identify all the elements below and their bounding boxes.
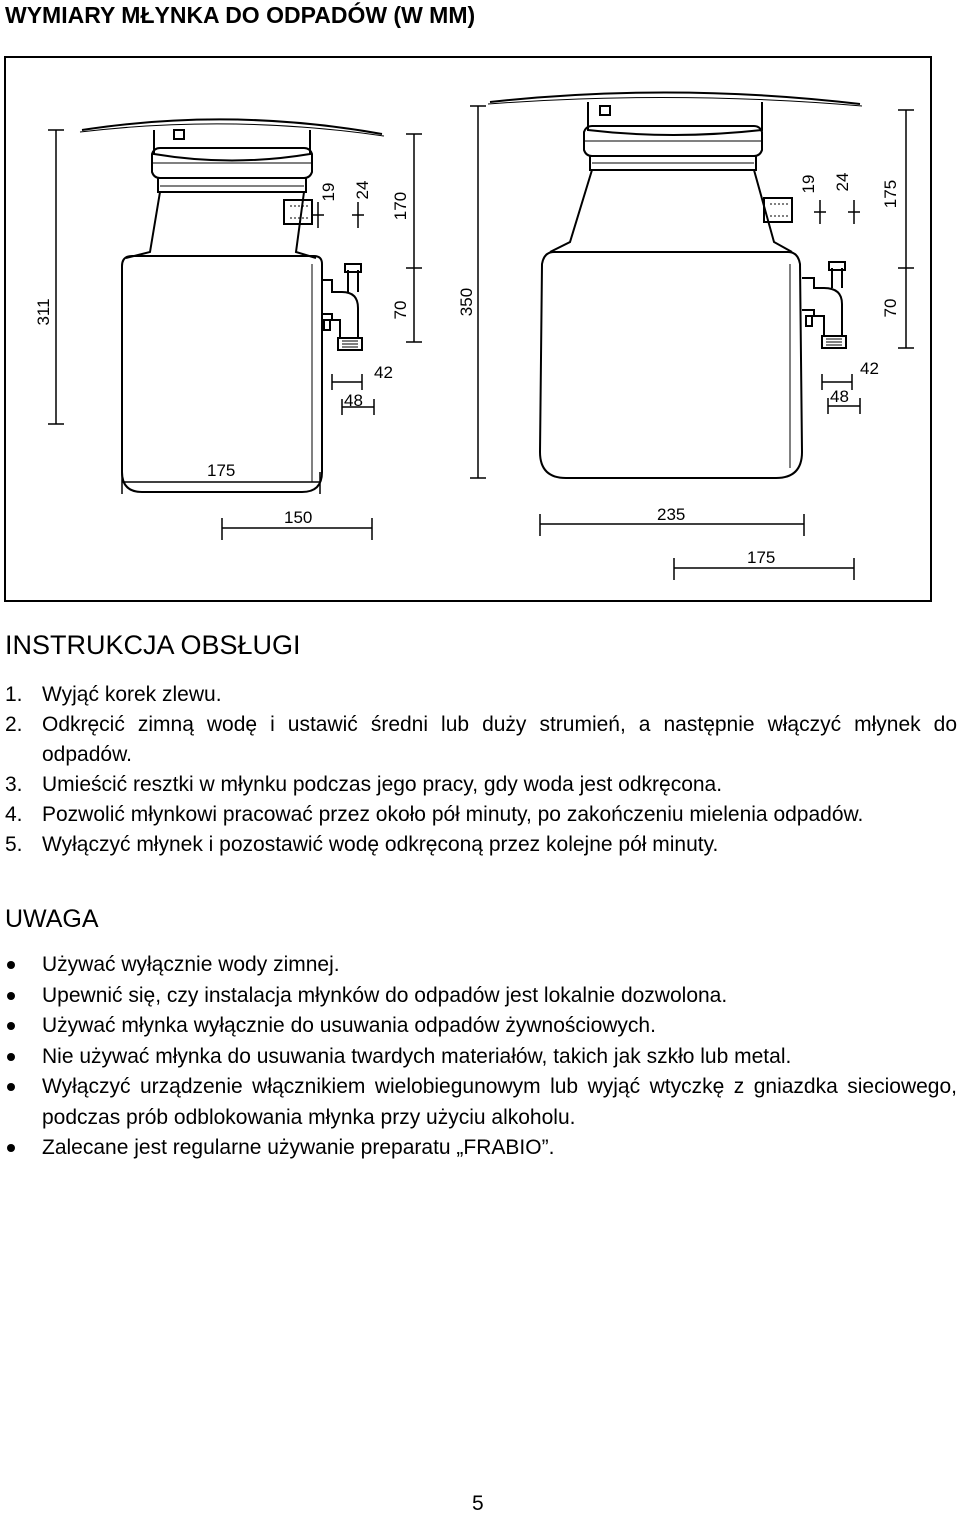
instruction-step: 1. Wyjąć korek zlewu. <box>5 683 222 706</box>
warning-item: Używać młynka wyłącznie do usuwania odpadów żywnościowych. <box>5 1011 957 1042</box>
right-dim-70: 70 <box>881 298 900 318</box>
left-dim-150: 150 <box>284 508 313 527</box>
right-dim-total-height: 350 <box>457 287 476 317</box>
right-dim-175: 175 <box>881 179 900 209</box>
instruction-step: 3. Umieścić resztki w młynku podczas jego pracy, gdy woda jest odkręcona. <box>5 773 723 796</box>
left-dim-170: 170 <box>391 191 410 221</box>
left-dim-48: 48 <box>344 391 363 410</box>
right-dim-235: 235 <box>657 505 686 524</box>
instructions-heading: INSTRUKCJA OBSŁUGI <box>5 630 301 660</box>
instruction-step: 4. Pozwolić młynkowi pracować przez około pół minuty, po zakończeniu mielenia odpadów. <box>5 803 864 826</box>
right-dim-48: 48 <box>830 387 849 406</box>
left-dim-70: 70 <box>391 300 410 320</box>
instructions-list <box>5 680 957 860</box>
bullet-icon <box>7 1053 15 1061</box>
warning-item: Wyłączyć urządzenie włącznikiem wielobiegunowym lub wyjąć wtyczkę z gniazdka sieciowego, podczas prób odblokowania młynka przy użyciu alkoholu. <box>5 1072 957 1133</box>
left-dim-42: 42 <box>374 363 393 382</box>
bullet-icon <box>7 992 15 1000</box>
warning-list <box>5 950 957 1164</box>
dimensions-drawing <box>2 2 960 612</box>
bullet-icon <box>7 1022 15 1030</box>
warning-item: Zalecane jest regularne używanie preparatu „FRABIO”. <box>5 1133 957 1164</box>
right-dim-42: 42 <box>860 359 879 378</box>
left-dim-total-height: 311 <box>34 298 53 326</box>
instruction-step: 5. Wyłączyć młynek i pozostawić wodę odkręconą przez kolejne pół minuty. <box>5 833 719 856</box>
right-dim-175-bottom: 175 <box>747 548 776 567</box>
warning-item: Upewnić się, czy instalacja młynków do odpadów jest lokalnie dozwolona. <box>5 981 957 1012</box>
warning-heading: UWAGA <box>5 905 99 933</box>
left-dim-19: 19 <box>319 182 338 202</box>
right-dim-19: 19 <box>799 174 818 194</box>
right-dim-24: 24 <box>833 172 852 192</box>
left-dim-175: 175 <box>207 461 236 480</box>
warning-item: Nie używać młynka do usuwania twardych materiałów, takich jak szkło lub metal. <box>5 1042 957 1073</box>
bullet-icon <box>7 1083 15 1091</box>
left-disposer-drawing <box>80 119 384 492</box>
right-disposer-drawing <box>488 92 862 478</box>
warning-item: Używać wyłącznie wody zimnej. <box>5 950 957 981</box>
page-number: 5 <box>472 1492 484 1515</box>
instruction-step: 2. Odkręcić zimną wodę i ustawić średni lub duży strumień, a następnie włączyć młynek do odpadów. <box>5 713 957 766</box>
left-dim-24: 24 <box>353 180 372 200</box>
bullet-icon <box>7 961 15 969</box>
bullet-icon <box>7 1144 15 1152</box>
page-title: WYMIARY MŁYNKA DO ODPADÓW (W MM) <box>5 2 476 28</box>
dimensions-diagram <box>4 56 932 602</box>
